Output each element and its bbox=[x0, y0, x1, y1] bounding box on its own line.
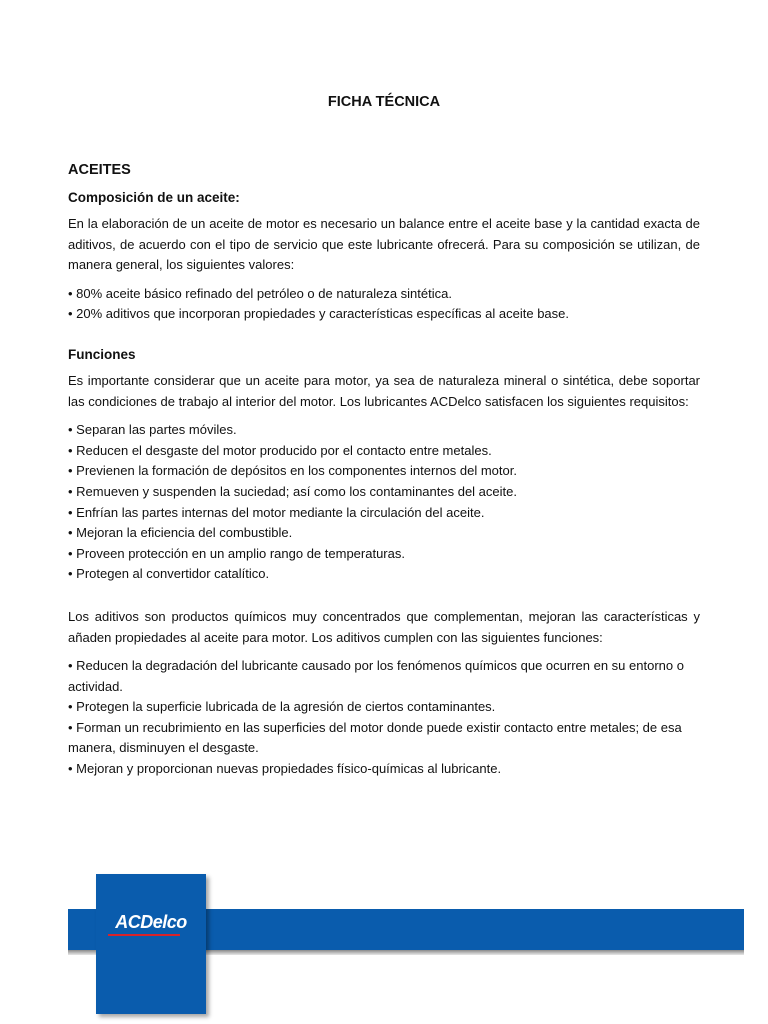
additives-paragraph: Los aditivos son productos químicos muy concentrados que complementan, mejoran las características y añaden propiedades al aceite para motor. Los aditivos cumplen con las siguientes funciones: bbox=[68, 608, 700, 645]
list-item: • Enfrían las partes internas del motor mediante la circulación del aceite. bbox=[68, 504, 485, 520]
functions-heading: Funciones bbox=[68, 346, 136, 362]
composition-heading: Composición de un aceite: bbox=[68, 190, 240, 205]
functions-list bbox=[68, 420, 700, 585]
acdelco-logo bbox=[96, 874, 206, 1014]
list-item: • Separan las partes móviles. bbox=[68, 422, 237, 438]
document-body bbox=[68, 160, 700, 780]
list-item: • Protegen la superficie lubricada de la agresión de ciertos contaminantes. bbox=[68, 699, 496, 715]
logo-underline bbox=[108, 934, 180, 936]
logo-text: ACDelco bbox=[115, 912, 187, 932]
section-title: ACEITES bbox=[68, 162, 131, 178]
list-item: • Reducen el desgaste del motor producido por el contacto entre metales. bbox=[68, 442, 492, 458]
composition-paragraph: En la elaboración de un aceite de motor es necesario un balance entre el aceite base y la cantidad exacta de aditivos, de acuerdo con el tipo de servicio que este lubricante ofrecerá. Para su composición se utilizan, de manera general, los siguientes valores: bbox=[68, 216, 700, 273]
functions-paragraph: Es importante considerar que un aceite para motor, ya sea de naturaleza mineral o sintética, debe soportar las condiciones de trabajo al interior del motor. Los lubricantes ACDelco satisfacen los siguientes requisitos: bbox=[68, 372, 700, 409]
list-item: • Proveen protección en un amplio rango de temperaturas. bbox=[68, 545, 405, 561]
list-item: • Protegen al convertidor catalítico. bbox=[68, 566, 270, 582]
page-title: FICHA TÉCNICA bbox=[327, 94, 441, 110]
list-item: • 80% aceite básico refinado del petróleo o de naturaleza sintética. bbox=[68, 285, 452, 301]
list-item: • 20% aditivos que incorporan propiedades y características específicas al aceite base. bbox=[68, 306, 569, 322]
composition-list bbox=[68, 284, 700, 325]
list-item: • Mejoran y proporcionan nuevas propiedades físico-químicas al lubricante. bbox=[68, 761, 502, 777]
list-item: • Forman un recubrimiento en las superficies del motor donde puede existir contacto entre metales; de esa manera, disminuyen el desgaste. bbox=[68, 719, 682, 756]
list-item: • Remueven y suspenden la suciedad; así como los contaminantes del aceite. bbox=[68, 483, 517, 499]
list-item: • Previenen la formación de depósitos en los componentes internos del motor. bbox=[68, 463, 517, 479]
list-item: • Reducen la degradación del lubricante causado por los fenómenos químicos que ocurren en su entorno o actividad. bbox=[68, 658, 684, 694]
additives-list bbox=[68, 656, 700, 780]
list-item: • Mejoran la eficiencia del combustible. bbox=[68, 525, 293, 541]
